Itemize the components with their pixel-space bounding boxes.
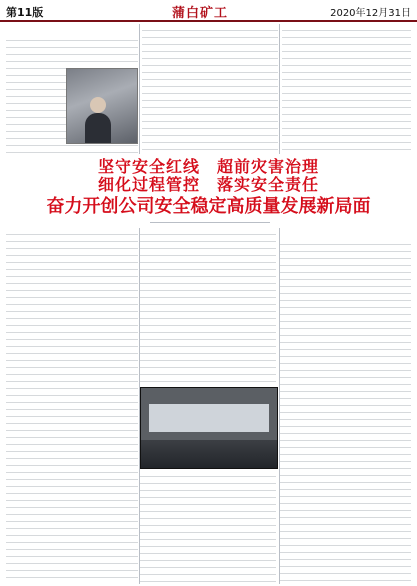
masthead-title: 蒲白矿工 (172, 6, 229, 21)
portrait-body (85, 113, 111, 143)
page-number: 第11版 (6, 6, 44, 19)
column-divider-1 (139, 24, 140, 154)
portrait-photo (66, 68, 138, 144)
headline-line-3: 奋力开创公司安全稳定高质量发展新局面 (46, 196, 371, 217)
portrait-head (90, 97, 106, 113)
meeting-audience (141, 440, 277, 468)
headline-line-1: 坚守安全红线 超前灾害治理 (97, 157, 319, 176)
meeting-stage (149, 404, 269, 432)
bottom-middle-column-upper (140, 228, 276, 384)
bottom-left-column (6, 228, 138, 584)
bottom-right-column (280, 228, 411, 584)
headline-line-2: 细化过程管控 落实安全责任 (97, 175, 319, 194)
bottom-right-text (280, 238, 411, 584)
right-column-text (282, 24, 411, 154)
column-divider-2 (279, 24, 280, 154)
middle-column-text (142, 24, 278, 154)
right-column-top (282, 24, 411, 154)
middle-column-top (142, 24, 278, 154)
page-header (0, 0, 417, 22)
subheadline-rule (150, 222, 270, 223)
meeting-photo (140, 387, 278, 469)
bottom-middle-text-upper (140, 228, 276, 384)
column-divider-3 (139, 228, 140, 584)
bottom-left-text (6, 228, 138, 584)
bottom-middle-column-lower (140, 470, 276, 584)
issue-date: 2020年12月31日 (330, 8, 411, 19)
main-headline (6, 154, 411, 216)
column-divider-4 (279, 228, 280, 584)
bottom-middle-text-lower (140, 470, 276, 584)
left-column-top (6, 24, 138, 154)
